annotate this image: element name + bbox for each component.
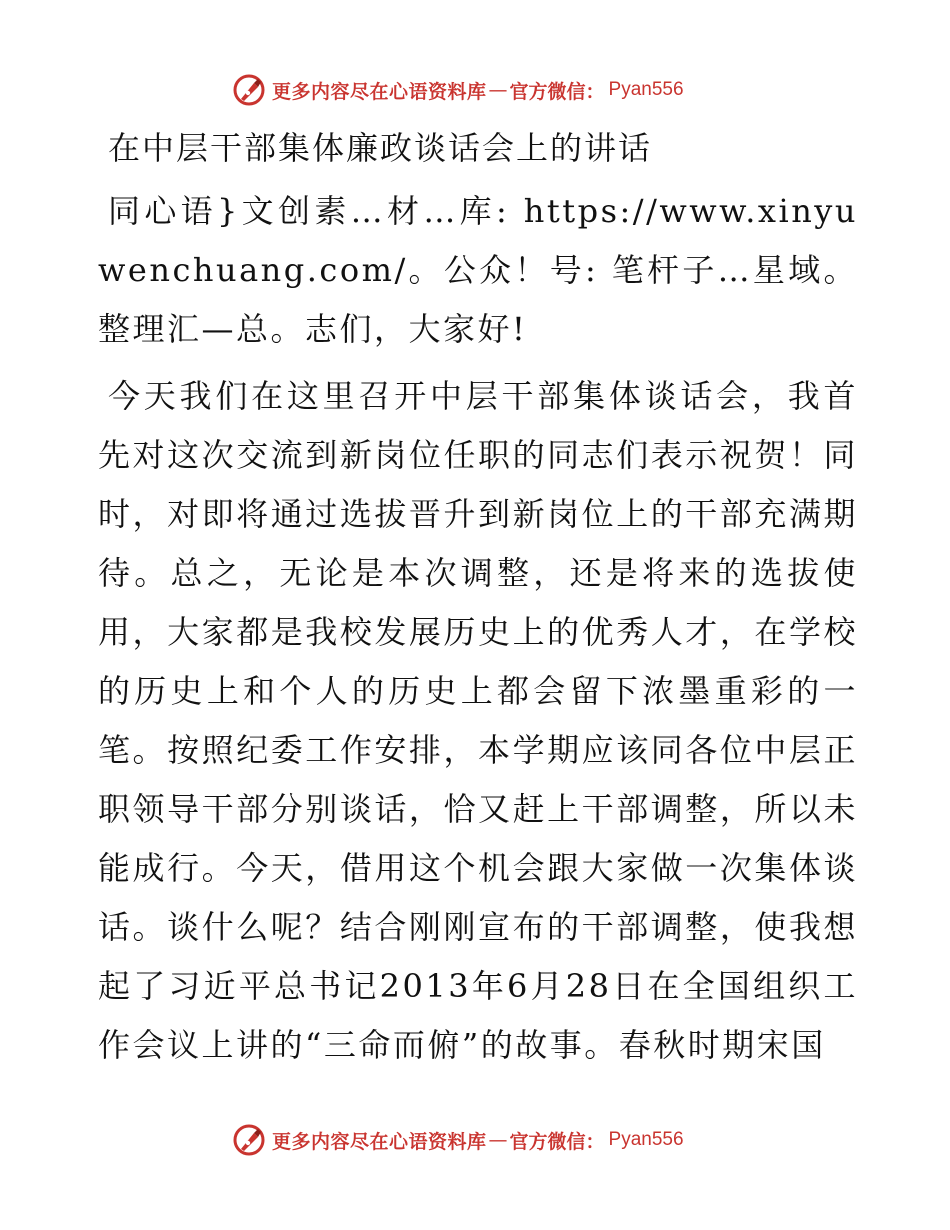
header-promo-text: 更多内容尽在心语资料库 (272, 80, 487, 103)
document-body (98, 122, 858, 1083)
header-watermark-banner (232, 70, 684, 110)
document-paragraph-intro: 同心语}文创素…材…库: https://www.xinyuwenchuang.com/。公众！号: 笔杆子…星域。整理汇—总。志们，大家好! (98, 192, 858, 348)
footer-promo-text: 更多内容尽在心语资料库 (272, 1130, 487, 1153)
pen-nib-logo-icon (232, 1123, 266, 1157)
document-title: 在中层干部集体廉政谈话会上的讲话 (108, 129, 653, 167)
header-wechat-id: Pyan556 (608, 79, 684, 100)
footer-wechat-label: 官方微信： (509, 1130, 605, 1153)
footer-separator: — (488, 1129, 508, 1151)
footer-wechat-id: Pyan556 (608, 1129, 684, 1150)
document-paragraph-main: 今天我们在这里召开中层干部集体谈话会，我首先对这次交流到新岗位任职的同志们表示祝贺！同时，对即将通过选拔晋升到新岗位上的干部充满期待。总之，无论是本次调整，还是将来的选拔使用，大家都是我校发展历史上的优秀人才，在学校的历史上和个人的历史上都会留下浓墨重彩的一笔。按照纪委工作安排，本学期应该同各位中层正职领导干部分别谈话，恰又赶上干部调整，所以未能成行。今天，借用这个机会跟大家做一次集体谈话。谈什么呢？结合刚刚宣布的干部调整，使我想起了习近平总书记2013年6月28日在全国组织工作会议上讲的“三命而俯”的故事。春秋时期宋国 (98, 377, 858, 1064)
header-separator: — (488, 79, 508, 101)
header-wechat-label: 官方微信： (509, 80, 605, 103)
footer-watermark-banner (232, 1120, 684, 1160)
pen-nib-logo-icon (232, 73, 266, 107)
